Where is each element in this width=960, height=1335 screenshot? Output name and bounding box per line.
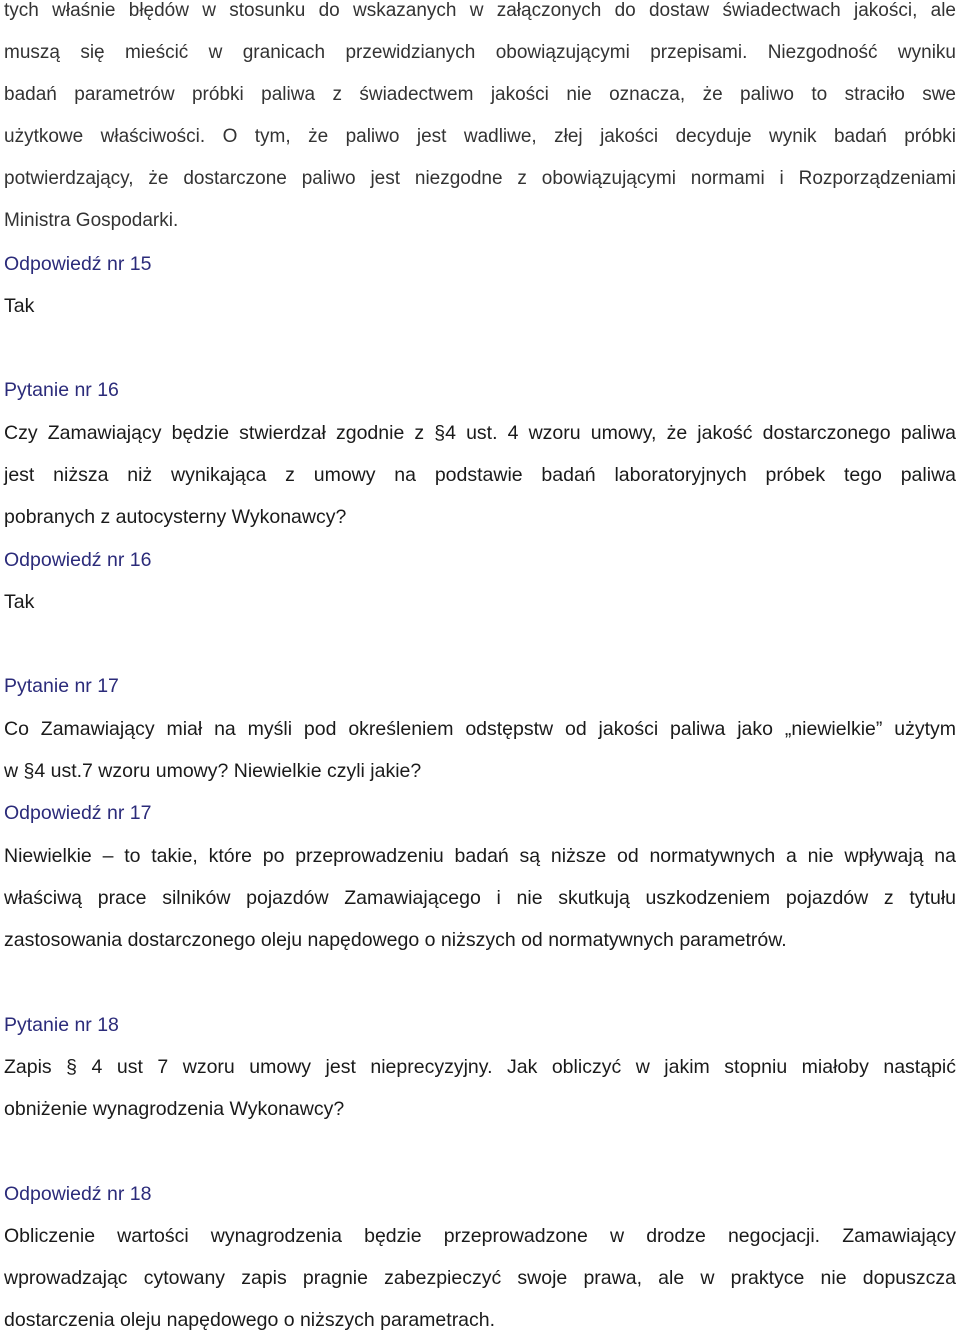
question-17-line-2: w §4 ust.7 wzoru umowy? Niewielkie czyli jakie? — [4, 760, 422, 782]
intro-line-3: badań parametrów próbki paliwa z świadectwem jakości nie oznacza, że paliwo to straciło swe — [4, 84, 956, 105]
question-16-line-1: Czy Zamawiający będzie stwierdzał zgodnie z §4 ust. 4 wzoru umowy, że jakość dostarczonego paliwa — [4, 422, 956, 444]
question-18-line-2: obniżenie wynagrodzenia Wykonawcy? — [4, 1098, 345, 1120]
question-16-heading: Pytanie nr 16 — [4, 379, 119, 401]
answer-15-heading: Odpowiedź nr 15 — [4, 253, 152, 275]
question-16-line-3: pobranych z autocysterny Wykonawcy? — [4, 506, 347, 528]
question-17-line-1: Co Zamawiający miał na myśli pod określeniem odstępstw od jakości paliwa jako „niewielkie” użytym — [4, 718, 956, 740]
question-18-line-1: Zapis § 4 ust 7 wzoru umowy jest nieprecyzyjny. Jak obliczyć w jakim stopniu miałoby nastąpić — [4, 1056, 956, 1078]
answer-15-text: Tak — [4, 295, 35, 317]
answer-18-heading: Odpowiedź nr 18 — [4, 1183, 152, 1205]
intro-line-1: tych właśnie błędów w stosunku do wskazanych w załączonych do dostaw świadectwach jakości, ale — [4, 0, 956, 21]
intro-line-6: Ministra Gospodarki. — [4, 210, 179, 231]
intro-line-2: muszą się mieścić w granicach przewidzianych obowiązującymi przepisami. Niezgodność wyniku — [4, 42, 956, 63]
question-16-line-2: jest niższa niż wynikająca z umowy na podstawie badań laboratoryjnych próbek tego paliwa — [4, 464, 956, 486]
answer-17-line-1: Niewielkie – to takie, które po przeprowadzeniu badań są niższe od normatywnych a nie wpływają na — [4, 845, 956, 867]
answer-17-heading: Odpowiedź nr 17 — [4, 802, 152, 824]
answer-18-line-3: dostarczenia oleju napędowego o niższych parametrach. — [4, 1309, 496, 1331]
answer-17-line-2: właściwą prace silników pojazdów Zamawiającego i nie skutkują uszkodzeniem pojazdów z tytułu — [4, 887, 956, 909]
question-17-heading: Pytanie nr 17 — [4, 675, 119, 697]
answer-16-heading: Odpowiedź nr 16 — [4, 549, 152, 571]
answer-18-line-1: Obliczenie wartości wynagrodzenia będzie przeprowadzone w drodze negocjacji. Zamawiający — [4, 1225, 956, 1247]
intro-line-4: użytkowe właściwości. O tym, że paliwo jest wadliwe, złej jakości decyduje wynik badań próbki — [4, 126, 956, 147]
answer-16-text: Tak — [4, 591, 35, 613]
answer-17-line-3: zastosowania dostarczonego oleju napędowego o niższych od normatywnych parametrów. — [4, 929, 787, 951]
intro-line-5: potwierdzający, że dostarczone paliwo jest niezgodne z obowiązującymi normami i Rozporządzeniami — [4, 168, 956, 189]
answer-18-line-2: wprowadzając cytowany zapis pragnie zabezpieczyć swoje prawa, ale w praktyce nie dopuszcza — [4, 1267, 956, 1289]
question-18-heading: Pytanie nr 18 — [4, 1014, 119, 1036]
